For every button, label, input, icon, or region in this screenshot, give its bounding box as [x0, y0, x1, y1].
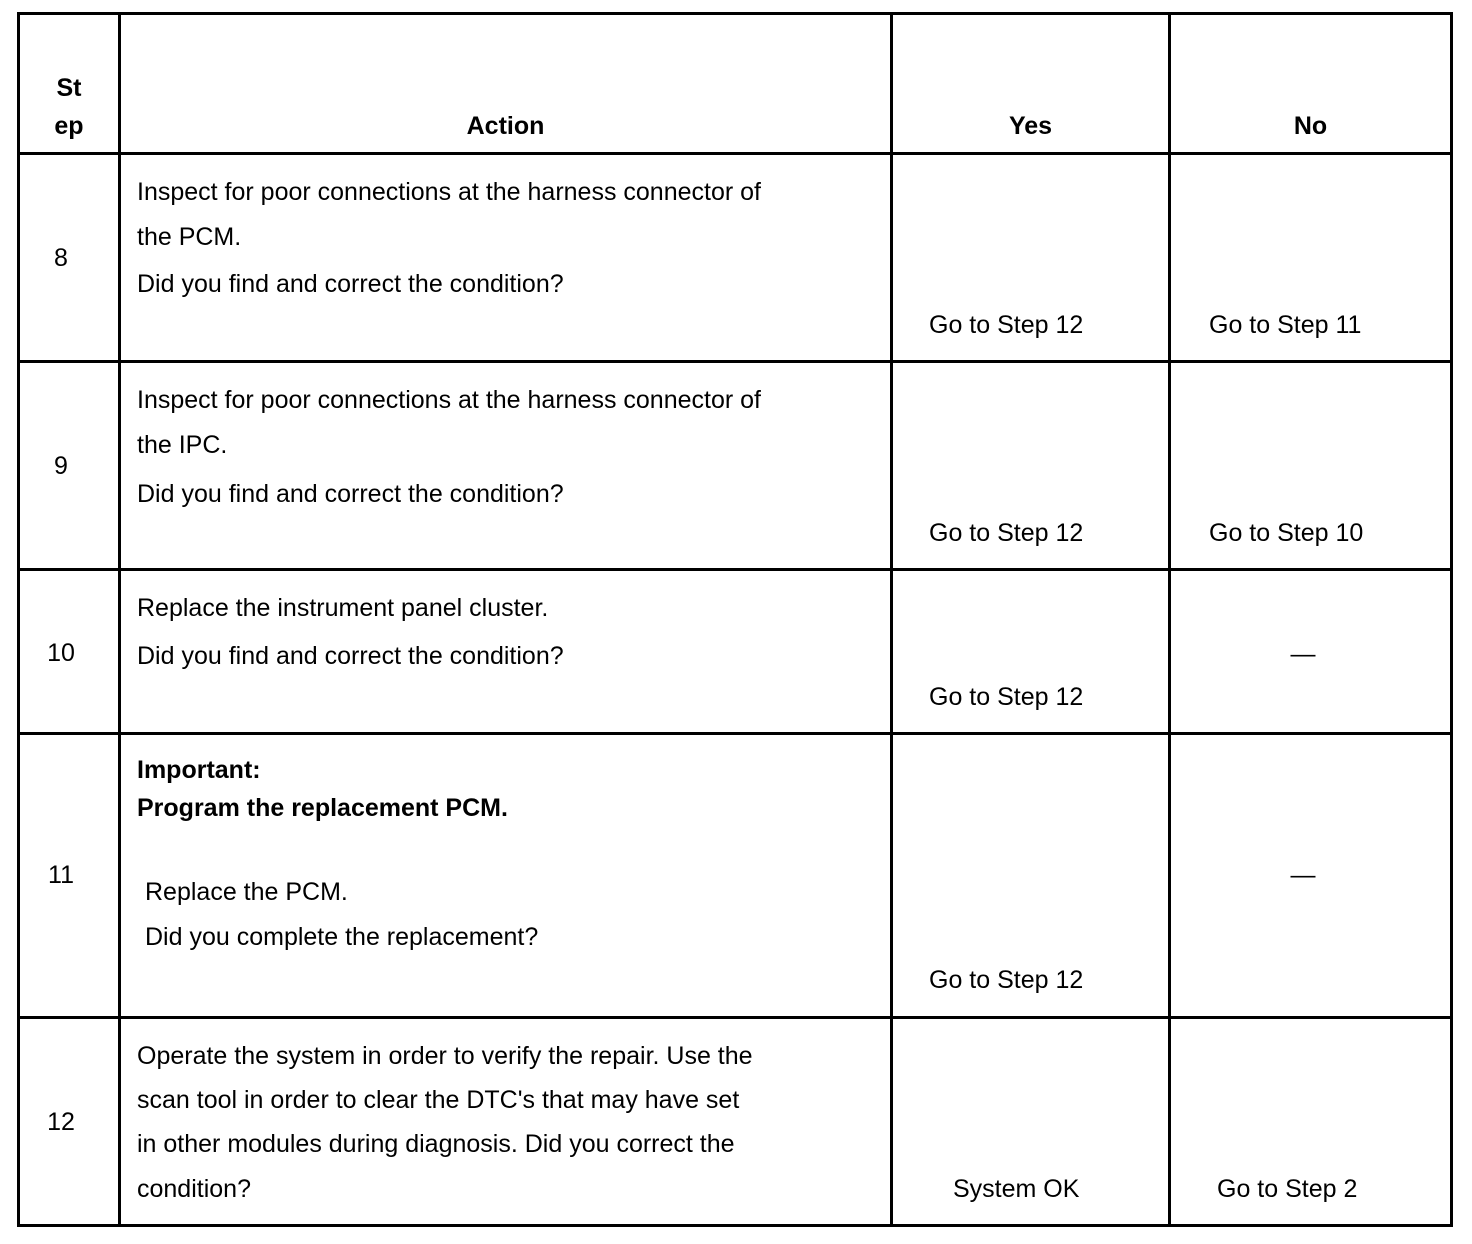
column-divider — [890, 12, 893, 1227]
header-step-line2: ep — [54, 112, 84, 140]
step-number: 11 — [48, 861, 74, 889]
action-text: condition? — [137, 1175, 251, 1203]
table-border-bottom — [17, 1224, 1453, 1227]
header-divider — [17, 152, 1453, 155]
header-action: Action — [466, 112, 545, 140]
no-result: Go to Step 11 — [1209, 311, 1362, 339]
table-border-left — [17, 12, 20, 1227]
header-no: No — [1293, 112, 1328, 140]
action-text: Operate the system in order to verify the repair. Use the — [137, 1042, 753, 1070]
action-text: Inspect for poor connections at the harness connector of — [137, 386, 761, 414]
step-number: 8 — [54, 244, 68, 272]
action-text: Did you find and correct the condition? — [137, 270, 564, 298]
action-text: Replace the PCM. — [145, 878, 348, 906]
important-label: Important: — [137, 756, 261, 784]
column-divider — [118, 12, 121, 1227]
row-divider — [17, 1016, 1453, 1019]
important-text: Program the replacement PCM. — [137, 794, 508, 822]
action-text: Replace the instrument panel cluster. — [137, 594, 549, 622]
row-divider — [17, 568, 1453, 571]
column-divider — [1168, 12, 1171, 1227]
action-text: Inspect for poor connections at the harness connector of — [137, 178, 761, 206]
yes-result: Go to Step 12 — [929, 311, 1084, 339]
header-step — [20, 74, 118, 140]
yes-result: System OK — [953, 1175, 1080, 1203]
row-divider — [17, 732, 1453, 735]
step-number: 12 — [47, 1108, 75, 1136]
action-text: the IPC. — [137, 431, 228, 459]
step-number: 10 — [47, 639, 75, 667]
table-border-right — [1450, 12, 1453, 1227]
header-yes: Yes — [1008, 112, 1053, 140]
no-result-dash: — — [1290, 640, 1316, 668]
row-divider — [17, 360, 1453, 363]
step-number: 9 — [54, 452, 68, 480]
no-result-dash: — — [1290, 861, 1316, 889]
header-step-line1: St — [56, 74, 82, 102]
table-border-top — [17, 12, 1453, 15]
yes-result: Go to Step 12 — [929, 683, 1084, 711]
action-text: Did you complete the replacement? — [145, 923, 539, 951]
action-text: Did you find and correct the condition? — [137, 480, 564, 508]
no-result: Go to Step 10 — [1209, 519, 1364, 547]
yes-result: Go to Step 12 — [929, 519, 1084, 547]
action-text: Did you find and correct the condition? — [137, 642, 564, 670]
no-result: Go to Step 2 — [1217, 1175, 1358, 1203]
action-text: the PCM. — [137, 223, 242, 251]
action-text: scan tool in order to clear the DTC's that may have set — [137, 1086, 740, 1114]
yes-result: Go to Step 12 — [929, 966, 1084, 994]
action-text: in other modules during diagnosis. Did you correct the — [137, 1130, 735, 1158]
